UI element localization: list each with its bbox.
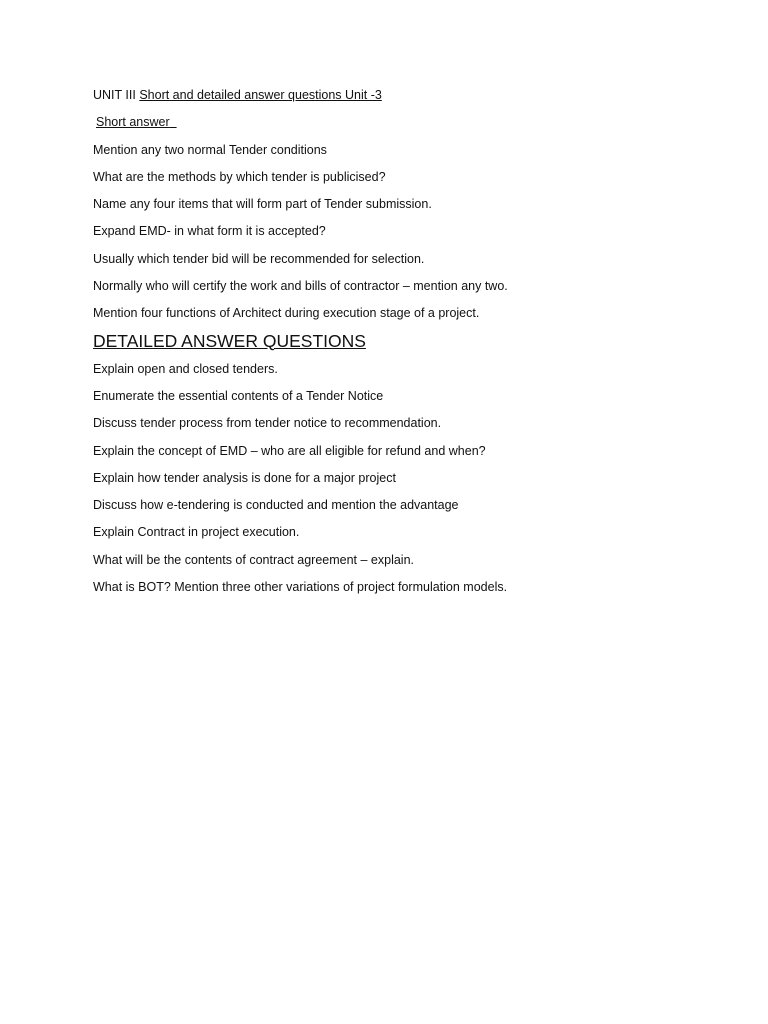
unit-title: Short and detailed answer questions Unit -3 — [139, 88, 382, 102]
detailed-question: Enumerate the essential contents of a Tender Notice — [93, 388, 384, 403]
short-question: Expand EMD- in what form it is accepted? — [93, 224, 326, 239]
detailed-answer-heading: DETAILED ANSWER QUESTIONS — [93, 330, 366, 351]
detailed-question: Discuss how e-tendering is conducted and mention the advantage — [93, 498, 459, 513]
detailed-question: Explain open and closed tenders. — [93, 361, 278, 376]
short-question: Usually which tender bid will be recommended for selection. — [93, 251, 425, 266]
short-question: What are the methods by which tender is publicised? — [93, 169, 386, 184]
short-question: Mention any two normal Tender conditions — [93, 142, 327, 157]
detailed-question: What is BOT? Mention three other variations of project formulation models. — [93, 580, 508, 595]
document-body — [93, 87, 693, 606]
detailed-question: Explain the concept of EMD – who are all eligible for refund and when? — [93, 443, 486, 458]
short-answer-heading — [93, 114, 693, 130]
detailed-question: What will be the contents of contract agreement – explain. — [93, 552, 415, 567]
unit-title-line — [93, 87, 693, 103]
detailed-question: Explain Contract in project execution. — [93, 525, 300, 540]
detailed-question: Discuss tender process from tender notice to recommendation. — [93, 416, 442, 431]
detailed-question: Explain how tender analysis is done for a major project — [93, 470, 396, 485]
unit-prefix: UNIT III — [93, 88, 136, 102]
short-answer-heading-text: Short answer — [96, 115, 170, 130]
short-question: Mention four functions of Architect during execution stage of a project. — [93, 306, 480, 321]
short-question: Name any four items that will form part of Tender submission. — [93, 197, 432, 212]
short-question: Normally who will certify the work and bills of contractor – mention any two. — [93, 279, 508, 294]
